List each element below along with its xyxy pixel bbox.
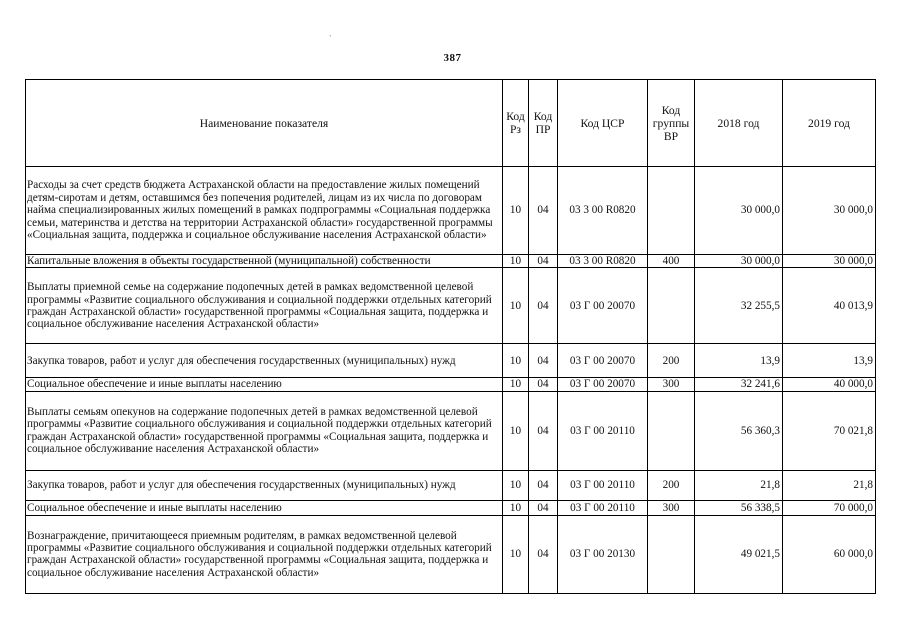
- header-2018: 2018 год: [695, 80, 783, 167]
- row-vr: [648, 391, 695, 470]
- row-name: Выплаты приемной семье на содержание подопечных детей в рамках ведомственной целевой программы «Развитие социального обслуживания и социальной поддержки отдельных категорий граждан Астраханской области» государственной программы «Социальная защита, поддержка и социальное обслуживание населения Астраханской области»: [26, 268, 503, 344]
- row-name: Социальное обеспечение и иные выплаты населению: [26, 500, 503, 515]
- row-name: Закупка товаров, работ и услуг для обеспечения государственных (муниципальных) нужд: [26, 344, 503, 378]
- row-pr: 04: [529, 378, 558, 391]
- table-row: [26, 500, 876, 515]
- row-name: Социальное обеспечение и иные выплаты населению: [26, 378, 503, 391]
- row-rz: 10: [503, 391, 529, 470]
- budget-table: [25, 79, 876, 594]
- row-name: Выплаты семьям опекунов на содержание подопечных детей в рамках ведомственной целевой программы «Развитие социального обслуживания и социальной поддержки отдельных категорий граждан Астраханской области» государственной программы «Социальная защита, поддержка и социальное обслуживание населения Астраханской области»: [26, 391, 503, 470]
- table-row: [26, 378, 876, 391]
- row-2019: 13,9: [783, 344, 876, 378]
- header-rz: Код Рз: [503, 80, 529, 167]
- row-vr: 400: [648, 255, 695, 268]
- table-header-row: [26, 80, 876, 167]
- row-rz: 10: [503, 515, 529, 593]
- row-pr: 04: [529, 515, 558, 593]
- row-csr: 03 Г 00 20070: [558, 344, 648, 378]
- row-rz: 10: [503, 500, 529, 515]
- header-2019: 2019 год: [783, 80, 876, 167]
- header-csr: Код ЦСР: [558, 80, 648, 167]
- table-row: [26, 268, 876, 344]
- row-2019: 30 000,0: [783, 255, 876, 268]
- header-pr: Код ПР: [529, 80, 558, 167]
- table-row: [26, 255, 876, 268]
- row-vr: [648, 268, 695, 344]
- row-vr: 300: [648, 378, 695, 391]
- row-name: Вознаграждение, причитающееся приемным родителям, в рамках ведомственной целевой программы «Развитие социального обслуживания и социальной поддержки отдельных категорий граждан Астраханской области» государственной программы «Социальная защита, поддержка и социальное обслуживание населения Астраханской области»: [26, 515, 503, 593]
- row-csr: 03 Г 00 20070: [558, 268, 648, 344]
- row-pr: 04: [529, 255, 558, 268]
- row-pr: 04: [529, 167, 558, 255]
- row-2019: 70 021,8: [783, 391, 876, 470]
- row-2019: 40 013,9: [783, 268, 876, 344]
- row-2018: 21,8: [695, 470, 783, 500]
- row-csr: 03 3 00 R0820: [558, 255, 648, 268]
- row-2019: 30 000,0: [783, 167, 876, 255]
- row-rz: 10: [503, 344, 529, 378]
- row-csr: 03 Г 00 20110: [558, 500, 648, 515]
- scan-speck: `: [329, 34, 332, 43]
- row-pr: 04: [529, 268, 558, 344]
- row-csr: 03 3 00 R0820: [558, 167, 648, 255]
- row-csr: 03 Г 00 20110: [558, 470, 648, 500]
- row-rz: 10: [503, 378, 529, 391]
- row-2018: 30 000,0: [695, 255, 783, 268]
- header-vr: Код группы ВР: [648, 80, 695, 167]
- row-pr: 04: [529, 500, 558, 515]
- row-name: Капитальные вложения в объекты государственной (муниципальной) собственности: [26, 255, 503, 268]
- row-2019: 21,8: [783, 470, 876, 500]
- row-2019: 40 000,0: [783, 378, 876, 391]
- row-2019: 60 000,0: [783, 515, 876, 593]
- row-2019: 70 000,0: [783, 500, 876, 515]
- table-row: [26, 470, 876, 500]
- row-pr: 04: [529, 391, 558, 470]
- row-2018: 32 255,5: [695, 268, 783, 344]
- row-2018: 13,9: [695, 344, 783, 378]
- row-rz: 10: [503, 255, 529, 268]
- row-pr: 04: [529, 344, 558, 378]
- row-vr: [648, 167, 695, 255]
- row-vr: 200: [648, 470, 695, 500]
- row-name: Закупка товаров, работ и услуг для обеспечения государственных (муниципальных) нужд: [26, 470, 503, 500]
- page-number: 387: [443, 52, 462, 64]
- table-row: [26, 515, 876, 593]
- table-row: [26, 344, 876, 378]
- row-name: Расходы за счет средств бюджета Астраханской области на предоставление жилых помещений детям-сиротам и детям, оставшимся без попечения родителей, лицам из их числа по договорам найма специализированных жилых помещений в рамках подпрограммы «Социальная поддержка семьи, материнства и детства на территории Астраханской области» государственной программы «Социальная защита, поддержка и социальное обслуживание населения Астраханской области»: [26, 167, 503, 255]
- row-2018: 56 360,3: [695, 391, 783, 470]
- row-2018: 49 021,5: [695, 515, 783, 593]
- row-2018: 32 241,6: [695, 378, 783, 391]
- row-2018: 30 000,0: [695, 167, 783, 255]
- row-vr: [648, 515, 695, 593]
- table-row: [26, 167, 876, 255]
- row-csr: 03 Г 00 20070: [558, 378, 648, 391]
- row-2018: 56 338,5: [695, 500, 783, 515]
- row-rz: 10: [503, 470, 529, 500]
- table-row: [26, 391, 876, 470]
- row-rz: 10: [503, 167, 529, 255]
- row-vr: 200: [648, 344, 695, 378]
- header-name: Наименование показателя: [26, 80, 503, 167]
- row-csr: 03 Г 00 20130: [558, 515, 648, 593]
- row-csr: 03 Г 00 20110: [558, 391, 648, 470]
- row-rz: 10: [503, 268, 529, 344]
- row-pr: 04: [529, 470, 558, 500]
- row-vr: 300: [648, 500, 695, 515]
